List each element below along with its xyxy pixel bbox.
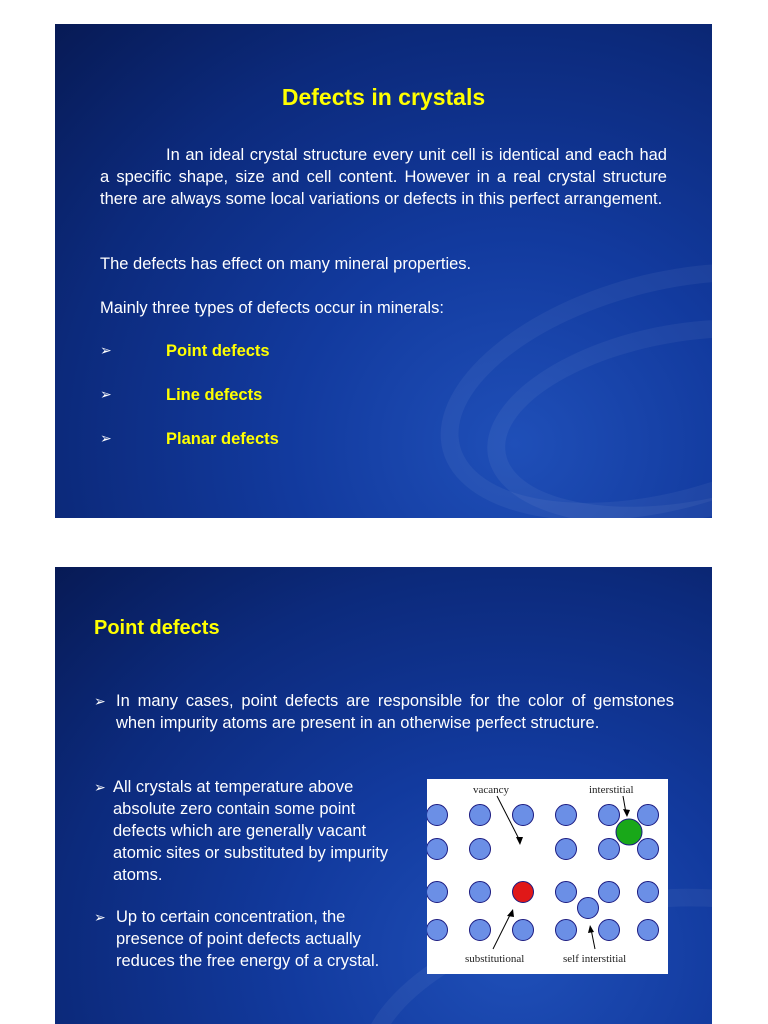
arrow-bullet-icon: ➢ xyxy=(94,693,106,709)
lattice-atom xyxy=(470,839,491,860)
substitutional-pointer xyxy=(493,913,511,949)
lattice-atom xyxy=(470,805,491,826)
slide2-bullet-2 xyxy=(94,776,404,886)
lattice-atom xyxy=(427,882,448,903)
arrow-bullet-icon: ➢ xyxy=(94,909,106,925)
slide2-bullet-3 xyxy=(94,906,414,972)
lattice-atom xyxy=(556,920,577,941)
point-defects-svg xyxy=(427,779,668,974)
arrow-bullet-icon: ➢ xyxy=(94,779,106,795)
bullet-text: All crystals at temperature above absolute zero contain some point defects which are generally vacant atomic sites or substituted by impurity atoms. xyxy=(113,778,389,884)
substitutional-atom xyxy=(513,882,534,903)
arrow-bullet-icon: ➢ xyxy=(100,342,112,358)
lattice-atom xyxy=(556,882,577,903)
bullet-text: In many cases, point defects are responsible for the color of gemstones when impurity atoms are present in an otherwise perfect structure. xyxy=(116,692,674,732)
lattice-atom xyxy=(513,805,534,826)
self-interstitial-pointer-head xyxy=(588,925,594,933)
arrow-bullet-icon: ➢ xyxy=(100,430,112,446)
bullet-label: Point defects xyxy=(166,342,270,360)
substitutional-pointer-head xyxy=(507,909,514,917)
lattice-atom xyxy=(638,805,659,826)
lattice-atom xyxy=(470,882,491,903)
arrow-bullet-icon: ➢ xyxy=(100,386,112,402)
slide-point-defects xyxy=(55,567,712,1024)
lattice-atom xyxy=(638,882,659,903)
interstitial-pointer-head xyxy=(623,809,630,817)
vacancy-pointer-head xyxy=(516,837,523,845)
point-defects-diagram xyxy=(427,779,668,974)
slide-defects-in-crystals xyxy=(55,24,712,518)
lattice-atom xyxy=(556,839,577,860)
slide2-title: Point defects xyxy=(94,617,220,639)
lattice-atom xyxy=(599,805,620,826)
slide1-paragraph-3: Mainly three types of defects occur in minerals: xyxy=(100,299,444,317)
lattice-atom xyxy=(638,839,659,860)
bullet-label: Planar defects xyxy=(166,430,279,448)
lattice-atom xyxy=(638,920,659,941)
self-interstitial-atom xyxy=(578,898,599,919)
label-self-interstitial: self interstitial xyxy=(563,953,627,965)
lattice-atom xyxy=(599,920,620,941)
lattice-atom xyxy=(599,839,620,860)
slide1-title: Defects in crystals xyxy=(281,84,486,110)
slide1-paragraph-1: In an ideal crystal structure every unit cell is identical and each had a specific shape, size and cell content. However in a real crystal structure there are always some local variations or defects in this perfect arrangement. xyxy=(100,146,667,208)
lattice-atom xyxy=(513,920,534,941)
lattice-atom xyxy=(427,839,448,860)
label-vacancy: vacancy xyxy=(473,784,510,796)
lattice-atom xyxy=(599,882,620,903)
lattice-atoms xyxy=(427,805,659,941)
slide2-bullet-1 xyxy=(94,690,674,734)
label-interstitial: interstitial xyxy=(589,784,634,796)
interstitial-atom xyxy=(616,819,642,845)
lattice-atom xyxy=(427,805,448,826)
bullet-text: Up to certain concentration, the presence of point defects actually reduces the free energy of a crystal. xyxy=(116,908,380,970)
lattice-atom xyxy=(427,920,448,941)
label-substitutional: substitutional xyxy=(465,953,525,965)
bullet-label: Line defects xyxy=(166,386,263,404)
slide1-paragraph-2: The defects has effect on many mineral properties. xyxy=(100,255,472,273)
lattice-atom xyxy=(556,805,577,826)
lattice-atom xyxy=(470,920,491,941)
